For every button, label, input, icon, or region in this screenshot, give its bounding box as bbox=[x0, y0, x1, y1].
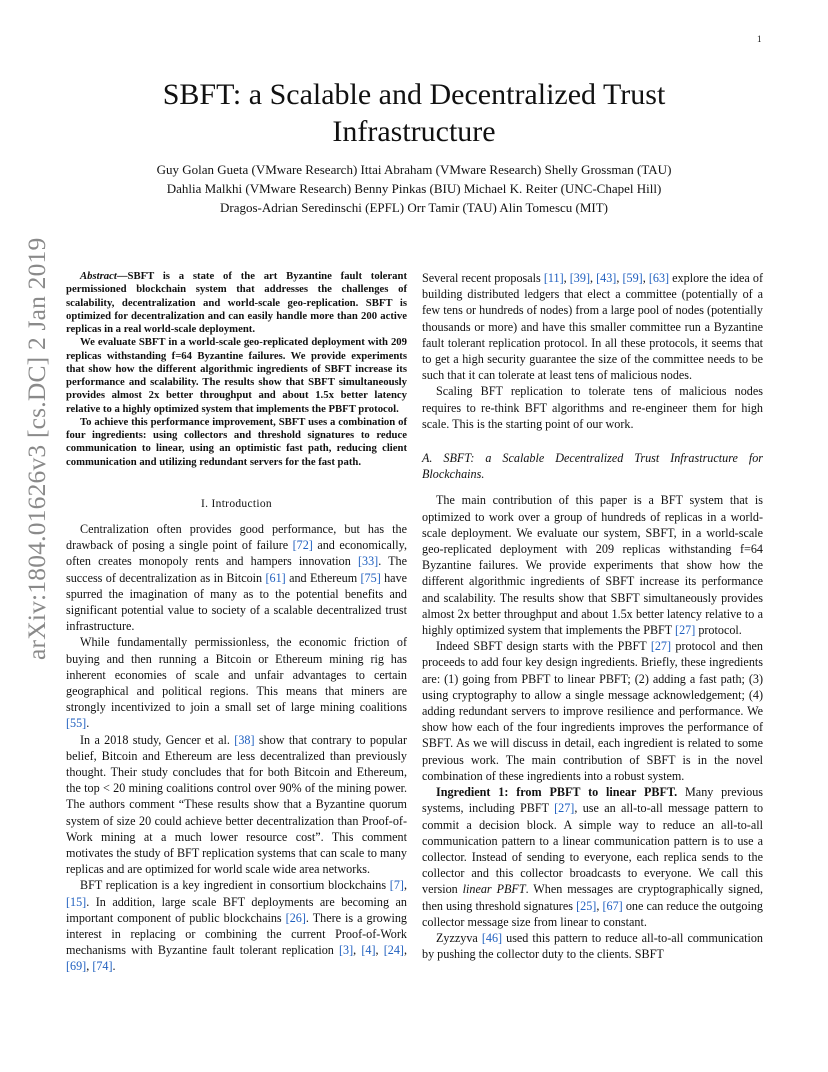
citation-link[interactable]: [15] bbox=[66, 894, 87, 909]
citation-link[interactable]: [38] bbox=[234, 732, 255, 747]
left-column bbox=[66, 270, 407, 975]
citation-link[interactable]: [67] bbox=[602, 898, 623, 913]
text-run: In a 2018 study, Gencer et al. bbox=[80, 732, 235, 747]
text-run: Indeed SBFT design starts with the PBFT bbox=[436, 639, 651, 654]
text-run: show that contrary to popular belief, Bitcoin and Ethereum are less decentralized than previously thought. Their study concludes that for both Bitcoin and Ethereum, the top < 20 mining coalitions control over 90% of the mining power. The authors comment “These results show that a Byzantine quorum system of size 20 could achieve better decentralization than Proof-of-Work mining at a much lower resource cost”. This comment motivates the study of BFT replication systems that can scale to many replicas and are optimized for world scale wide area networks. bbox=[66, 732, 407, 877]
citation-link[interactable]: [26] bbox=[285, 910, 306, 925]
citation-link[interactable]: [33] bbox=[357, 554, 379, 569]
section-heading: I. Introduction bbox=[201, 497, 272, 510]
text-run: , bbox=[616, 271, 623, 285]
text-run: The main contribution of this paper is a BFT system that is optimized to work over a group of hundreds of replicas in a world-scale deployment. We evaluate our system, SBFT, in a world-scale geo-replicated deployment with 209 replicas withstanding f=64 Byzantine failures. We provide experiments that show how the different algorithmic ingredients of SBFT increase its performance and scalability. The results show that SBFT simultaneously provides almost 2x better throughput and about 1.5x better latency relative to a highly optimized system that implements the PBFT bbox=[422, 493, 763, 638]
body-paragraph bbox=[66, 634, 407, 731]
abstract-dash: — bbox=[116, 270, 128, 282]
title-line: Infrastructure bbox=[332, 115, 496, 148]
text-run: , bbox=[563, 271, 570, 285]
text-run: , bbox=[596, 898, 603, 913]
text-run: protocol and then proceeds to add four key design ingredients. Briefly, these ingredients are: (1) going from PBFT to linear PBFT; (2) adding a fast path; (3) using cryptography to allow a single message acknowledgement; (4) adding redundant servers to improve resilience and performance. We show how each of the four ingredients improves the performance of SBFT. As we will discuss in detail, each ingredient is related to some previous work. The main contribution of SBFT is in the novel combination of these ingredients into a robust system. bbox=[422, 639, 763, 783]
text-run: While fundamentally permissionless, the economic friction of buying and then running a Bitcoin or Ethereum mining rig has inherent economies of scale and unfair advantages to certain geographical and political regions. This means that miners are strongly incentivized to join a small set of large mining coalitions bbox=[66, 635, 407, 715]
text-run: , bbox=[403, 878, 407, 893]
text-run: . In addition, large scale BFT deployments are becoming an important component of public blockchains bbox=[66, 894, 407, 925]
subsection-heading: A. SBFT: a Scalable Decentralized Trust Infrastructure for Blockchains. bbox=[422, 451, 763, 482]
citation-link[interactable]: [55] bbox=[66, 716, 87, 731]
paragraph-lead: Ingredient 1: from PBFT to linear PBFT. bbox=[436, 785, 678, 800]
citation-link[interactable]: [59] bbox=[622, 271, 643, 285]
citation-link[interactable]: [11] bbox=[543, 271, 564, 285]
body-paragraph bbox=[422, 930, 763, 962]
paper-title bbox=[60, 76, 768, 150]
text-run: . There is a growing interest in replacing or combining the current Proof-of-Work mechanisms with Byzantine fault tolerant replication bbox=[66, 910, 408, 958]
citation-link[interactable]: [43] bbox=[596, 271, 617, 285]
author-list bbox=[60, 160, 768, 217]
text-run: , bbox=[642, 271, 649, 285]
citation-link[interactable]: [27] bbox=[675, 623, 696, 638]
citation-link[interactable]: [74] bbox=[92, 959, 113, 974]
abstract-paragraph: To achieve this performance improvement, SBFT uses a combination of four ingredients: using collectors and threshold signatures to reduce communication to linear, using an optimistic fast path, reducing client communication and utilizing redundant servers for the fast path. bbox=[66, 415, 407, 468]
text-run: . bbox=[112, 959, 116, 974]
body-paragraph bbox=[422, 383, 763, 432]
abstract-text: SBFT is a state of the art Byzantine fault tolerant permissioned blockchain system that addresses the challenges of scalability, decentralization and world-scale geo-replication. SBFT is optimized for decentralization and can easily handle more than 200 active replicas in a real world-scale deployment. bbox=[66, 270, 407, 335]
text-run: protocol. bbox=[695, 623, 742, 638]
text-run: Zyzzyva bbox=[436, 930, 482, 945]
citation-link[interactable]: [27] bbox=[554, 801, 575, 816]
body-paragraph bbox=[66, 877, 407, 974]
text-run: Centralization often provides good performance, but has the drawback of posing a single point of failure bbox=[66, 521, 407, 553]
text-run: . The success of decentralization as in Bitcoin bbox=[66, 554, 408, 585]
emphasis-text: linear PBFT bbox=[462, 882, 526, 897]
text-run: . When messages are cryptographically signed, then using threshold signatures bbox=[422, 882, 763, 913]
abstract bbox=[66, 270, 407, 469]
text-run: and economically, often creates monopoly rents and hampers innovation bbox=[66, 538, 407, 569]
text-run: Several recent proposals bbox=[422, 271, 544, 285]
citation-link[interactable]: [46] bbox=[481, 930, 503, 945]
text-run: and Ethereum bbox=[285, 570, 361, 585]
text-run: explore the idea of building distributed ledgers that elect a committee (potentially of a few tens or hundreds of nodes) from a large pool of nodes (potentially thousands or more) and have this smaller committee run a Byzantine fault tolerant replication protocol. In all these protocols, it seems that to get a high security guarantee the size of the committee needs to be such that it can tolerate at least tens of malicious nodes. bbox=[422, 271, 763, 383]
text-run: one can reduce the outgoing collector message size from linear to constant. bbox=[422, 898, 763, 929]
citation-link[interactable]: [27] bbox=[650, 639, 672, 654]
text-run: used this pattern to reduce all-to-all communication by pushing the collector duty to the clients. SBFT bbox=[422, 930, 763, 962]
citation-link[interactable]: [72] bbox=[292, 538, 313, 553]
right-column bbox=[422, 270, 763, 962]
citation-link[interactable]: [75] bbox=[360, 570, 381, 585]
title-line: SBFT: a Scalable and Decentralized Trust bbox=[162, 78, 666, 111]
citation-link[interactable]: [63] bbox=[648, 271, 670, 285]
citation-link[interactable]: [3] bbox=[339, 943, 354, 958]
text-run: BFT replication is a key ingredient in consortium blockchains bbox=[80, 878, 390, 893]
citation-link[interactable]: [25] bbox=[576, 898, 597, 913]
arxiv-identifier: arXiv:1804.01626v3 [cs.DC] 2 Jan 2019 bbox=[22, 237, 51, 660]
abstract-paragraph bbox=[66, 270, 407, 336]
abstract-paragraph: We evaluate SBFT in a world-scale geo-replicated deployment with 209 replicas withstanding f=64 Byzantine failures. We provide experiments that show how the different algorithmic ingredients of SBFT increase its performance and scalability. The results show that SBFT simultaneously provides almost 2x better throughput and about 1.5x better latency relative to a highly optimized system that implements the PBFT protocol. bbox=[66, 336, 407, 415]
body-paragraph bbox=[422, 270, 763, 383]
body-paragraph bbox=[422, 784, 763, 930]
text-run: , bbox=[590, 271, 597, 285]
text-run: Scaling BFT replication to tolerate tens of malicious nodes requires to re-think BFT algorithms and re-engineer them for high scale. This is the starting point of our work. bbox=[422, 384, 763, 431]
text-run: have spurred the imagination of many as to the potential benefits and significant potential value to society of a scalable decentralized trust infrastructure. bbox=[66, 570, 408, 634]
body-paragraph bbox=[422, 492, 763, 638]
body-paragraph bbox=[66, 521, 407, 634]
page-number: 1 bbox=[757, 34, 762, 44]
citation-link[interactable]: [39] bbox=[569, 271, 590, 285]
text-run: , bbox=[375, 943, 384, 958]
author-line: Dahlia Malkhi (VMware Research) Benny Pinkas (BIU) Michael K. Reiter (UNC-Chapel Hill) bbox=[166, 181, 662, 196]
citation-link[interactable]: [4] bbox=[361, 943, 376, 958]
citation-link[interactable]: [7] bbox=[389, 878, 404, 893]
citation-link[interactable]: [24] bbox=[383, 943, 404, 958]
body-paragraph bbox=[66, 732, 407, 878]
citation-link[interactable]: [69] bbox=[66, 959, 87, 974]
abstract-label: Abstract bbox=[80, 270, 117, 282]
author-line: Guy Golan Gueta (VMware Research) Ittai Abraham (VMware Research) Shelly Grossman (TAU) bbox=[156, 162, 672, 177]
text-run: , bbox=[86, 959, 93, 974]
text-run: , use an all-to-all message pattern to commit a decision block. A simple way to reduce an all-to-all communication pattern to a linear communication pattern is to use a collector. Instead of sending to everyone, each replica sends to the collector and this collector broadcasts to everyone. We call this version bbox=[422, 801, 764, 897]
body-paragraph bbox=[422, 638, 763, 784]
citation-link[interactable]: [61] bbox=[265, 570, 286, 585]
text-run: , bbox=[403, 943, 407, 958]
text-run: . bbox=[86, 716, 90, 731]
text-run: , bbox=[353, 943, 362, 958]
text-run: Many previous systems, including PBFT bbox=[422, 785, 763, 816]
author-line: Dragos-Adrian Seredinschi (EPFL) Orr Tamir (TAU) Alin Tomescu (MIT) bbox=[219, 200, 609, 215]
